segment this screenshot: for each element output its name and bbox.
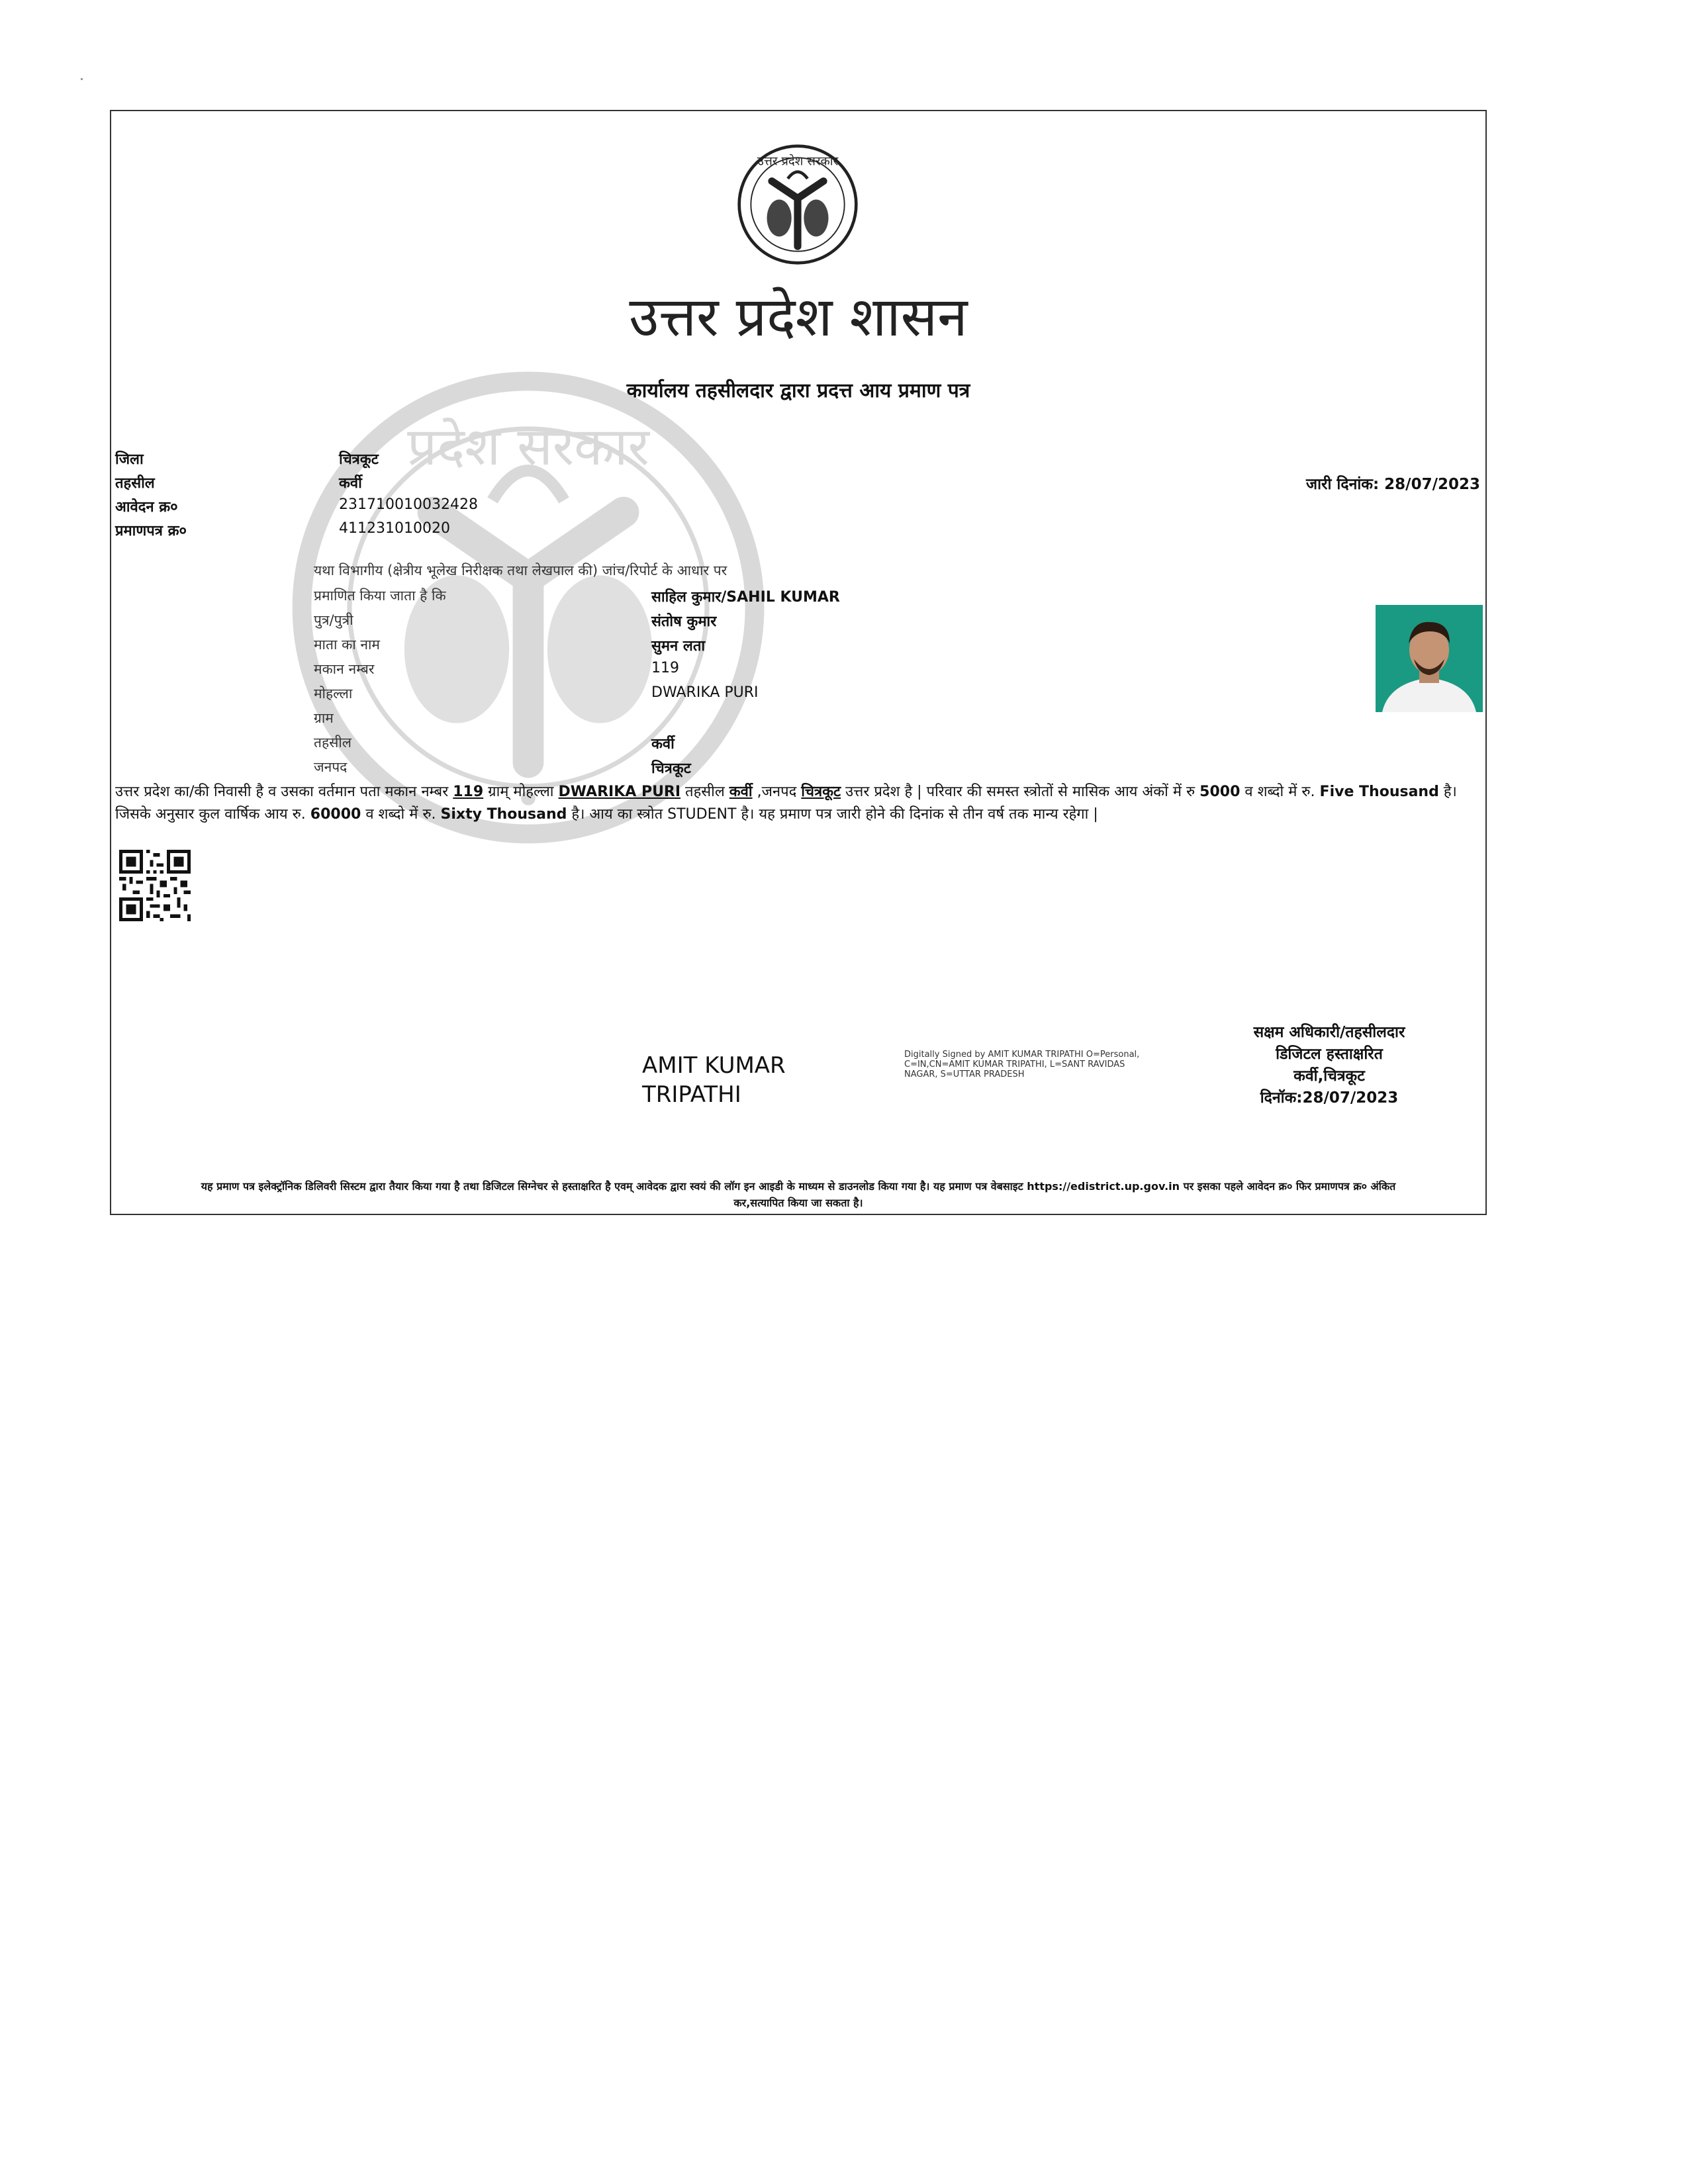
district-value: चित्रकूट (339, 451, 379, 468)
footer-note (115, 1178, 1481, 1211)
authority-date: दिनॉक:28/07/2023 (1260, 1089, 1399, 1107)
verification-intro: यथा विभागीय (क्षेत्रीय भूलेख निरीक्षक तथा लेखपाल की) जांच/रिपोर्ट के आधार पर (314, 563, 727, 578)
house-number: 119 (651, 660, 679, 676)
declaration-text: है। आय का स्त्रोत STUDENT है। यह प्रमाण पत्र जारी होने की दिनांक से तीन वर्ष तक मान्य रहेगा | (567, 806, 1098, 823)
scan-speck (81, 78, 83, 80)
row-district-value: चित्रकूट (651, 760, 691, 777)
applicant-name: साहिल कुमार/SAHIL KUMAR (651, 589, 840, 606)
up-government-emblem-icon (736, 143, 859, 266)
declaration-text: उत्तर प्रदेश है | परिवार की समस्त स्त्रोतों से मासिक आय अंकों में रु (841, 784, 1200, 800)
row-district-label: जनपद (314, 759, 348, 775)
footer-line: कर,सत्यापित किया जा सकता है। (733, 1197, 863, 1209)
declaration-text: ग्राम् मोहल्ला (483, 784, 559, 800)
certified-label: प्रमाणित किया जाता है कि (314, 588, 446, 604)
digital-signature-line: NAGAR, S=UTTAR PRADESH (904, 1069, 1025, 1079)
village-label: ग्राम (314, 710, 334, 726)
declaration-mohalla: DWARIKA PURI (558, 784, 681, 800)
svg-text:प्रदेश सरकार: प्रदेश सरकार (407, 416, 649, 477)
signer-name (642, 1051, 786, 1109)
declaration-text: है। जिसके अनुसार कुल वार्षिक आय रु. (115, 784, 1457, 823)
tehsil-value: कर्वी (339, 475, 362, 492)
footer-line: यह प्रमाण पत्र इलेक्ट्रॉनिक डिलिवरी सिस्टम द्वारा तैयार किया गया है तथा डिजिटल सिग्नेचर से हस्ताक्षरित है एवम् आवेदक द्वारा स्वयं की लॉग इन आइडी के माध्यम से डाउनलोड किया गया है। यह प्रमाण पत्र वेबसाइट https://edistrict.up.gov.in पर इसका पहले आवेदन क्र० फिर प्रमाणपत्र क्र० अंकित (201, 1180, 1396, 1193)
page-title: उत्तर प्रदेश शासन (629, 286, 968, 349)
declaration-text: व शब्दो में रु. (1240, 784, 1320, 800)
authority-title: सक्षम अधिकारी/तहसीलदार (1253, 1024, 1405, 1041)
declaration-house: 119 (453, 784, 484, 800)
issue-date: जारी दिनांक: 28/07/2023 (1306, 476, 1480, 493)
digital-signature-line: C=IN,CN=AMIT KUMAR TRIPATHI, L=SANT RAVIDAS (904, 1060, 1125, 1069)
row-tehsil-value: कर्वी (651, 736, 675, 752)
digital-signature-details (904, 1050, 1139, 1079)
application-number-value: 231710010032428 (339, 496, 478, 513)
applicant-photo (1376, 605, 1483, 712)
declaration-paragraph (115, 781, 1480, 826)
application-number-label: आवेदन क्र० (115, 499, 178, 516)
district-label: जिला (115, 451, 144, 468)
person-photo-icon (1376, 605, 1483, 712)
declaration-monthly-income: 5000 (1199, 784, 1241, 800)
authority-block (1230, 1022, 1429, 1109)
row-tehsil-label: तहसील (314, 735, 352, 751)
declaration-text: उत्तर प्रदेश का/की निवासी है व उसका वर्तमान पता मकान नम्बर (115, 784, 453, 800)
digital-signature-line: Digitally Signed by AMIT KUMAR TRIPATHI O=Personal, (904, 1050, 1140, 1060)
declaration-tehsil: कर्वी (729, 784, 753, 800)
qr-code-icon (119, 850, 191, 921)
up-government-watermark-icon (290, 369, 767, 846)
declaration-district: चित्रकूट (801, 784, 841, 800)
certificate (110, 110, 1487, 1215)
certificate-subtitle: कार्यालय तहसीलदार द्वारा प्रदत्त आय प्रमाण पत्र (626, 379, 970, 402)
mohalla-value: DWARIKA PURI (651, 684, 759, 701)
parent-label: पुत्र/पुत्री (314, 612, 353, 628)
house-number-label: मकान नम्बर (314, 661, 375, 677)
declaration-text: ,जनपद (752, 784, 802, 800)
signer-name-line: TRIPATHI (642, 1081, 741, 1108)
certificate-number-value: 411231010020 (339, 520, 450, 537)
declaration-annual-income: 60000 (310, 806, 361, 823)
mother-name-label: माता का नाम (314, 637, 380, 653)
tehsil-label: तहसील (115, 475, 155, 492)
mohalla-label: मोहल्ला (314, 686, 353, 702)
authority-signed-note: डिजिटल हस्ताक्षरित (1276, 1046, 1383, 1063)
svg-text:उत्तर प्रदेश सरकार: उत्तर प्रदेश सरकार (757, 154, 839, 169)
declaration-text: तहसील (680, 784, 729, 800)
signer-name-line: AMIT KUMAR (642, 1052, 786, 1079)
authority-location: कर्वी,चित्रकूट (1293, 1068, 1365, 1085)
mother-name: सुमन लता (651, 638, 706, 655)
parent-name: संतोष कुमार (651, 614, 717, 630)
declaration-text: व शब्दो में रु. (361, 806, 441, 823)
declaration-monthly-words: Five Thousand (1319, 784, 1439, 800)
declaration-annual-words: Sixty Thousand (440, 806, 567, 823)
certificate-number-label: प्रमाणपत्र क्र० (115, 523, 187, 539)
